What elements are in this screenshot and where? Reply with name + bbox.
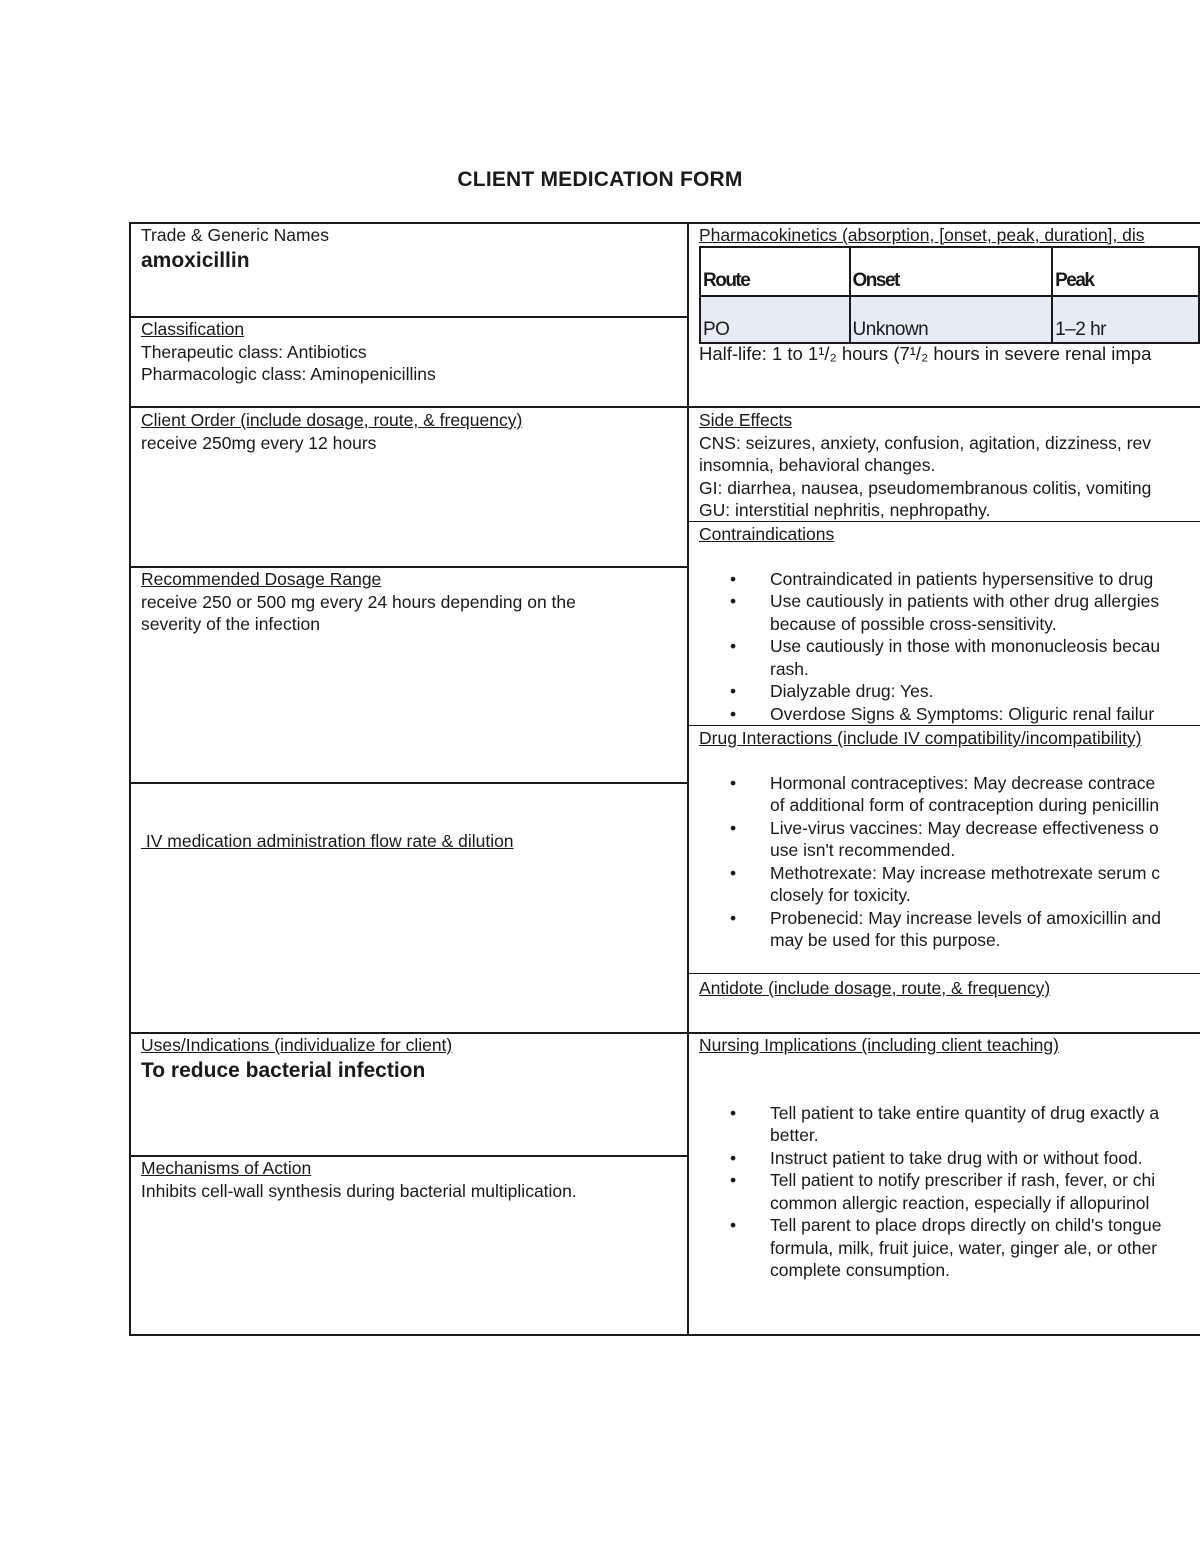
half-life: Half-life: 1 to 1¹/₂ hours (7¹/₂ hours in severe renal impa (699, 343, 1152, 364)
pk-value-onset: Unknown (850, 296, 1053, 343)
dosage-range-line: severity of the infection (141, 614, 320, 634)
list-item: • Contraindicated in patients hypersensitive to drug (730, 568, 1154, 589)
nursing-implications-label: Nursing Implications (including client teaching) (699, 1035, 1059, 1055)
dosage-range-label: Recommended Dosage Range (141, 569, 382, 589)
antidote-label: Antidote (include dosage, route, & frequency) (699, 978, 1051, 998)
side-effects-label: Side Effects (699, 410, 793, 430)
bullet-icon: • (730, 907, 737, 928)
list-item: • Tell parent to place drops directly on child's tongue formula, milk, fruit juice, water, ginger ale, or other complete consumption. (730, 1215, 1162, 1280)
bullet-icon: • (730, 1170, 737, 1190)
side-effect-line: insomnia, behavioral changes. (699, 455, 936, 475)
bullet-icon: • (730, 862, 737, 883)
iv-administration-cell (141, 785, 514, 875)
drug-name: amoxicillin (141, 248, 250, 272)
bullet-icon: • (730, 636, 737, 656)
uses-label: Uses/Indications (individualize for client) (141, 1035, 453, 1055)
mechanism-value: Inhibits cell-wall synthesis during bacterial multiplication. (141, 1180, 577, 1201)
bullet-icon: • (730, 1215, 737, 1235)
form-title: CLIENT MEDICATION FORM (457, 168, 743, 191)
list-item: • Tell patient to take entire quantity of drug exactly a better. (730, 1102, 1160, 1145)
dosage-range-line: receive 250 or 500 mg every 24 hours depending on the (141, 591, 576, 612)
nursing-implications-list (688, 1102, 1162, 1282)
uses-value: To reduce bacterial infection (141, 1058, 426, 1082)
uses-cell (141, 1034, 452, 1085)
row-divider (689, 725, 1200, 726)
pharmacokinetics-cell (699, 224, 1145, 247)
client-order-cell (141, 409, 522, 454)
contraindications-cell (699, 523, 1160, 725)
bullet-icon: • (730, 568, 737, 589)
row-divider (129, 406, 689, 408)
bullet-icon: • (730, 1147, 737, 1168)
side-effect-line: GU: interstitial nephritis, nephropathy. (699, 500, 991, 520)
pk-header-onset: Onset (850, 247, 1053, 296)
list-item: • Use cautiously in those with mononucleosis becau rash. (730, 636, 1161, 679)
contraindications-list (688, 568, 1160, 726)
pharmacologic-class: Pharmacologic class: Aminopenicillins (141, 364, 436, 384)
side-effect-line: GI: diarrhea, nausea, pseudomembranous colitis, vomiting (699, 477, 1152, 498)
pk-header-route: Route (700, 247, 850, 296)
list-item: • Dialyzable drug: Yes. (730, 681, 934, 701)
drug-interactions-cell (699, 727, 1161, 952)
therapeutic-class: Therapeutic class: Antibiotics (141, 341, 367, 362)
pharmacokinetics-label: Pharmacokinetics (absorption, [onset, peak, duration], dis (699, 225, 1145, 245)
bullet-icon: • (730, 1102, 737, 1123)
dosage-range-cell (141, 568, 576, 636)
pk-value-peak: 1–2 hr (1052, 296, 1199, 343)
bullet-icon: • (730, 772, 737, 793)
list-item: • Overdose Signs & Symptoms: Oliguric renal failur (730, 703, 1155, 724)
list-item: • Probenecid: May increase levels of amoxicillin and may be used for this purpose. (730, 907, 1162, 950)
pk-header-peak: Peak (1052, 247, 1199, 296)
drug-interactions-label: Drug Interactions (include IV compatibility/incompatibility) (699, 728, 1142, 748)
mechanism-label: Mechanisms of Action (141, 1158, 312, 1178)
row-divider (689, 973, 1200, 974)
trade-names-label: Trade & Generic Names (141, 225, 330, 245)
client-order-value: receive 250mg every 12 hours (141, 432, 377, 453)
bullet-icon: • (730, 681, 737, 701)
side-effect-line: CNS: seizures, anxiety, confusion, agitation, dizziness, rev (699, 432, 1151, 453)
side-effects-cell (699, 409, 1151, 522)
list-item: • Methotrexate: May increase methotrexate serum c closely for toxicity. (730, 862, 1161, 905)
list-item: • Instruct patient to take drug with or without food. (730, 1147, 1143, 1168)
antidote-cell (699, 977, 1050, 1000)
client-order-label: Client Order (include dosage, route, & frequency) (141, 410, 523, 430)
list-item: • Live-virus vaccines: May decrease effectiveness o use isn't recommended. (730, 817, 1159, 860)
drug-interactions-list (688, 772, 1161, 952)
classification-cell (141, 318, 436, 386)
pharmacokinetics-table (699, 246, 1200, 344)
contraindications-label: Contraindications (699, 524, 835, 544)
iv-administration-label: IV medication administration flow rate & dilution (141, 831, 514, 851)
classification-label: Classification (141, 319, 245, 339)
row-divider (689, 406, 1200, 408)
pk-value-route: PO (700, 296, 850, 343)
bullet-icon: • (730, 591, 737, 611)
bullet-icon: • (730, 817, 737, 838)
mechanism-cell (141, 1157, 577, 1202)
bullet-icon: • (730, 703, 737, 724)
list-item: • Tell patient to notify prescriber if rash, fever, or chi common allergic reaction, especially if allopurinol (730, 1170, 1156, 1213)
list-item: • Hormonal contraceptives: May decrease contrace of additional form of contraception during penicillin (730, 772, 1160, 815)
nursing-implications-cell (699, 1034, 1162, 1282)
trade-names-cell (141, 224, 329, 275)
row-divider (129, 782, 689, 784)
list-item: • Use cautiously in patients with other drug allergies because of possible cross-sensitivity. (730, 591, 1160, 634)
